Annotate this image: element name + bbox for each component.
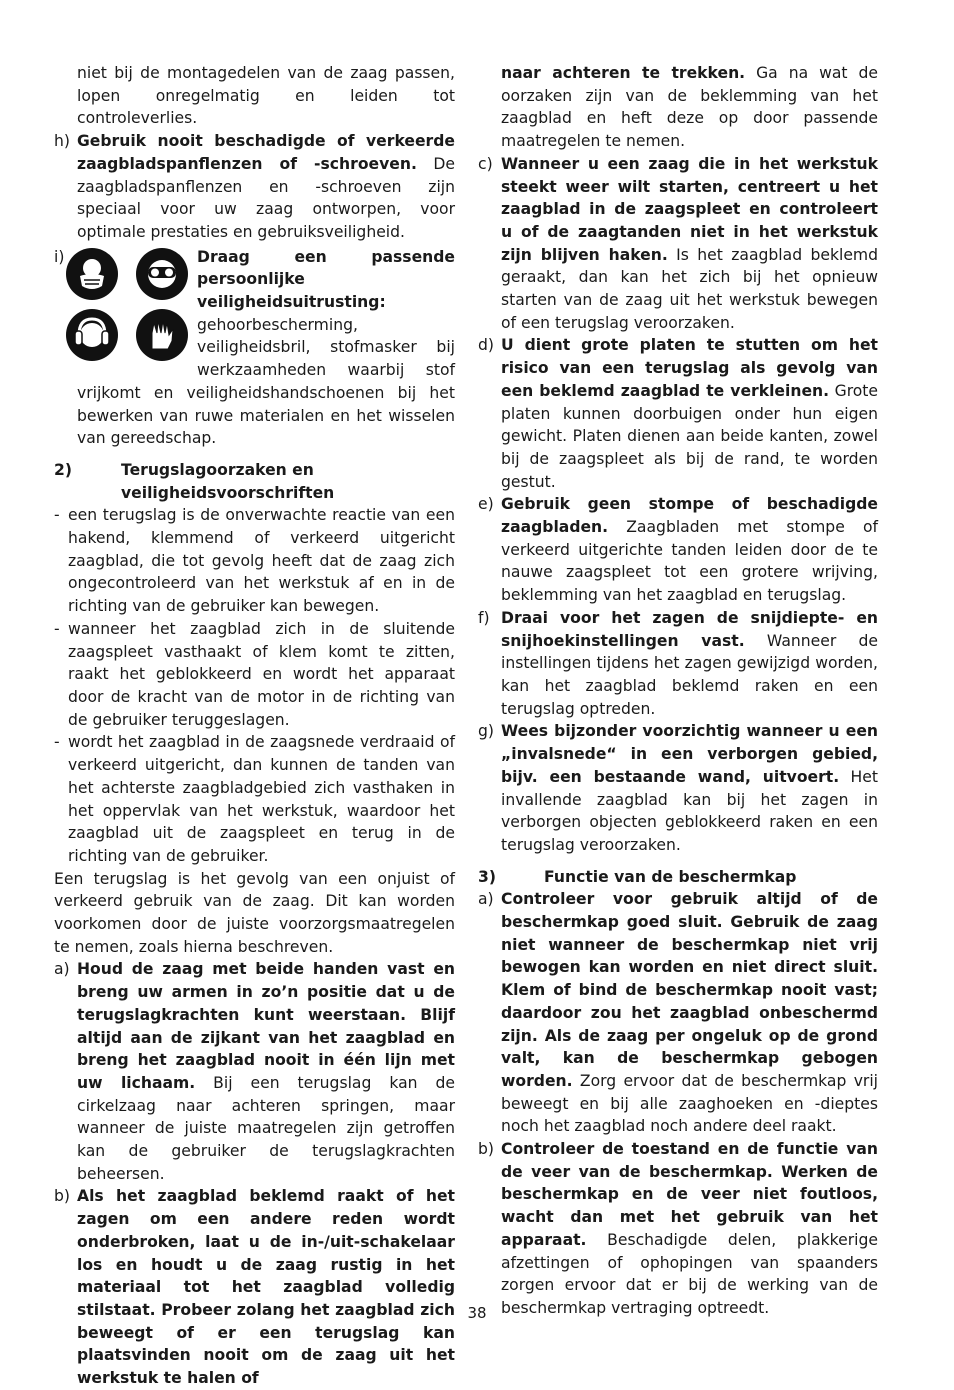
item-c bbox=[478, 153, 878, 335]
ppe-icons bbox=[77, 246, 189, 360]
item-bold: naar achteren te trekken. bbox=[501, 64, 746, 82]
item-b bbox=[54, 1185, 455, 1389]
dash-text: een terugslag is de onverwachte reactie van een hakend, klemmend of verkeerd uitgericht zaagblad, die tot gevolg heeft dat de zaag zich ongecontroleerd van het werkstuk af en in de richting van de gebruiker kan bewegen. bbox=[68, 506, 455, 616]
item-bold: Wees bijzonder voorzichtig wanneer u een „invalsnede“ in een verborgen gebied, bijv. een bestaande wand, uitvoert. bbox=[501, 722, 878, 786]
item-text: gehoorbescherming, veiligheidsbril, stofmasker bij werkzaamheden waarbij stof vrijkomt en veiligheidshandschoenen bij het bewerken van ruwe materialen en het wisselen van gereedschap. bbox=[77, 315, 455, 448]
item-text: De zaagbladspanflenzen en -schroeven zijn speciaal voor uw zaag ontworpen, voor optimale prestaties en gebruiksveiligheid. bbox=[77, 154, 456, 241]
item-i bbox=[54, 246, 455, 450]
item-label: e) bbox=[478, 495, 494, 514]
item-bold: Wanneer u een zaag die in het werkstuk steekt weer wilt starten, centreert u het zaagblad in de zaagspleet en controleert u of de zaagtanden niet in het werkstuk zijn blijven haken. bbox=[501, 154, 878, 264]
item-text: Het invallende zaagblad kan bij het zagen in verborgen objecten geblokkeerd raken en een terugslag veroorzaken. bbox=[501, 767, 878, 854]
item-label: g) bbox=[478, 722, 494, 741]
item-a bbox=[54, 958, 455, 1185]
item-text: Zorg ervoor dat de beschermkap vrij beweegt en bij alle zaaghoeken en -dieptes noch het zaagblad noch andere deel raakt. bbox=[501, 1071, 878, 1136]
item-text: Bij een terugslag kan de cirkelzaag naar achteren springen, maar wanneer de juiste maatregelen zijn getroffen kan de gebruiker de terugslagkrachten beheersen. bbox=[77, 1073, 455, 1183]
dash-text: wordt het zaagblad in de zaagsnede verdraaid of verkeerd uitgericht, dan kunnen de tanden van het achterste zaagbladgebied zich vasthaken in het oppervlak van het werkstuk, waardoor het zaagblad uit de zaagspleet en terug in de richting van de gebruiker. bbox=[68, 733, 455, 865]
section-3-heading bbox=[478, 866, 878, 889]
item-label: d) bbox=[478, 336, 494, 355]
dash-symbol: - bbox=[54, 506, 60, 525]
item-text: Zaagbladen met stompe of verkeerd uitgerichte tanden leiden door de te nauwe zaagspleet tot een grotere wrijving, beklemming van het zaagblad en terugslag. bbox=[501, 518, 878, 605]
section-2-heading bbox=[54, 459, 455, 504]
left-column bbox=[54, 62, 455, 1390]
item-text: Grote platen kunnen doorbuigen onder hun eigen gewicht. Platen dienen aan beide kanten, zowel bij de zaagspleet als bij de rand, te worden gestut. bbox=[501, 381, 879, 491]
dash-symbol: - bbox=[54, 733, 60, 752]
item-label: a) bbox=[478, 890, 494, 909]
item-bold: Gebruik geen stompe of beschadigde zaagbladen. bbox=[501, 495, 878, 537]
section-number: 2) bbox=[54, 460, 72, 479]
item-text: Wanneer de instellingen tijdens het zagen gewijzigd worden, kan het zaagblad beklemd raken en een terugslag optreden. bbox=[501, 631, 878, 718]
item-f bbox=[478, 607, 878, 721]
safety-gloves-icon bbox=[136, 309, 188, 361]
item-a3 bbox=[478, 888, 878, 1138]
page-number: 38 bbox=[467, 1304, 487, 1322]
item-text: Ga na wat de oorzaken zijn van de beklemming van het zaagblad en heft deze op door passende maatregelen te nemen. bbox=[501, 64, 878, 151]
item-label: h) bbox=[54, 132, 70, 151]
section-number: 3) bbox=[478, 867, 496, 886]
item-bold: Houd de zaag met beide handen vast en breng uw armen in zo’n positie dat u de terugslagkrachten kunt weerstaan. Blijf altijd aan de zijkant van het zaagblad en breng het zaagblad nooit in één lijn met uw lichaam. bbox=[77, 960, 455, 1092]
item-bold: Gebruik nooit beschadigde of verkeerde zaagbladspanflenzen of -schroeven. bbox=[77, 132, 455, 173]
section-title: Terugslagoorzaken en veiligheidsvoorschriften bbox=[121, 460, 335, 502]
item-label: a) bbox=[54, 960, 70, 979]
item-bold: Als het zaagblad beklemd raakt of het zagen om een andere reden wordt onderbroken, laat u de in-/uit-schakelaar los en houdt u de zaag rustig in het materiaal tot het zaagblad volledig stilstaat. Probeer zolang het zaagblad zich beweegt of er een terugslag kan plaatsvinden nooit om de zaag uit het werkstuk te halen of bbox=[77, 1187, 455, 1388]
item-e bbox=[478, 493, 878, 607]
ear-protection-icon bbox=[66, 309, 118, 361]
dust-mask-icon bbox=[66, 248, 118, 300]
item-b3 bbox=[478, 1138, 878, 1320]
list-item bbox=[54, 731, 455, 867]
item-g bbox=[478, 720, 878, 856]
item-text: Is het zaagblad beklemd geraakt, dan kan het zich bij het opnieuw starten van de zaag uit het werkstuk bewegen of een terugslag veroorzaken. bbox=[501, 245, 878, 332]
right-column bbox=[478, 62, 878, 1320]
item-text: Beschadigde delen, plakkerige afzettingen of ophopingen van spaanders zorgen ervoor dat er bij de werking van de beschermkap vertraging optreedt. bbox=[501, 1230, 878, 1317]
dash-text: wanneer het zaagblad zich in de sluitende zaagspleet vasthaakt of klem komt te zitten, raakt het geblokkeerd en wordt het apparaat door de kracht van de motor in de richting van de gebruiker teruggeslagen. bbox=[68, 619, 455, 729]
item-label: b) bbox=[478, 1140, 494, 1159]
item-h bbox=[54, 130, 455, 244]
list-item bbox=[54, 618, 455, 732]
item-d bbox=[478, 334, 878, 493]
item-bold: Draag een passende persoonlijke veiligheidsuitrusting: bbox=[197, 247, 455, 312]
item-bold: U dient grote platen te stutten om het risico van een terugslag als gevolg van een beklemd zaagblad te verkleinen. bbox=[501, 336, 878, 400]
paragraph: Een terugslag is het gevolg van een onjuist of verkeerd gebruik van de zaag. Dit kan worden voorkomen door de juiste voorzorgsmaatregelen te nemen, zoals hierna beschreven. bbox=[54, 869, 455, 956]
dash-symbol: - bbox=[54, 619, 60, 638]
item-label: c) bbox=[478, 154, 493, 173]
item-label: f) bbox=[478, 608, 490, 627]
item-b-continuation bbox=[478, 62, 878, 153]
item-bold: Controleer voor gebruik altijd of de beschermkap goed sluit. Gebruik de zaag niet wanneer de beschermkap niet vrij bewogen kan worden en niet direct sluit. Klem of bind de beschermkap nooit vast; daardoor zou het zaagblad onbeschermd zijn. Als de zaag per ongeluk op de grond valt, kan de beschermkap gebogen worden. bbox=[501, 890, 878, 1090]
intro-text: niet bij de montagedelen van de zaag passen, lopen onregelmatig en leiden tot controleverlies. bbox=[77, 64, 455, 128]
item-label: i) bbox=[54, 247, 65, 266]
section-title: Functie van de beschermkap bbox=[544, 867, 797, 886]
list-item bbox=[54, 504, 455, 618]
item-bold: Controleer de toestand en de functie van de veer van de beschermkap. Werken de beschermkap en de veer niet foutloos, wacht dan met het gebruik van het apparaat. bbox=[501, 1140, 878, 1249]
item-bold: Draai voor het zagen de snijdiepte- en snijhoekinstellingen vast. bbox=[501, 608, 878, 650]
safety-goggles-icon bbox=[136, 248, 188, 300]
item-label: b) bbox=[54, 1187, 70, 1206]
